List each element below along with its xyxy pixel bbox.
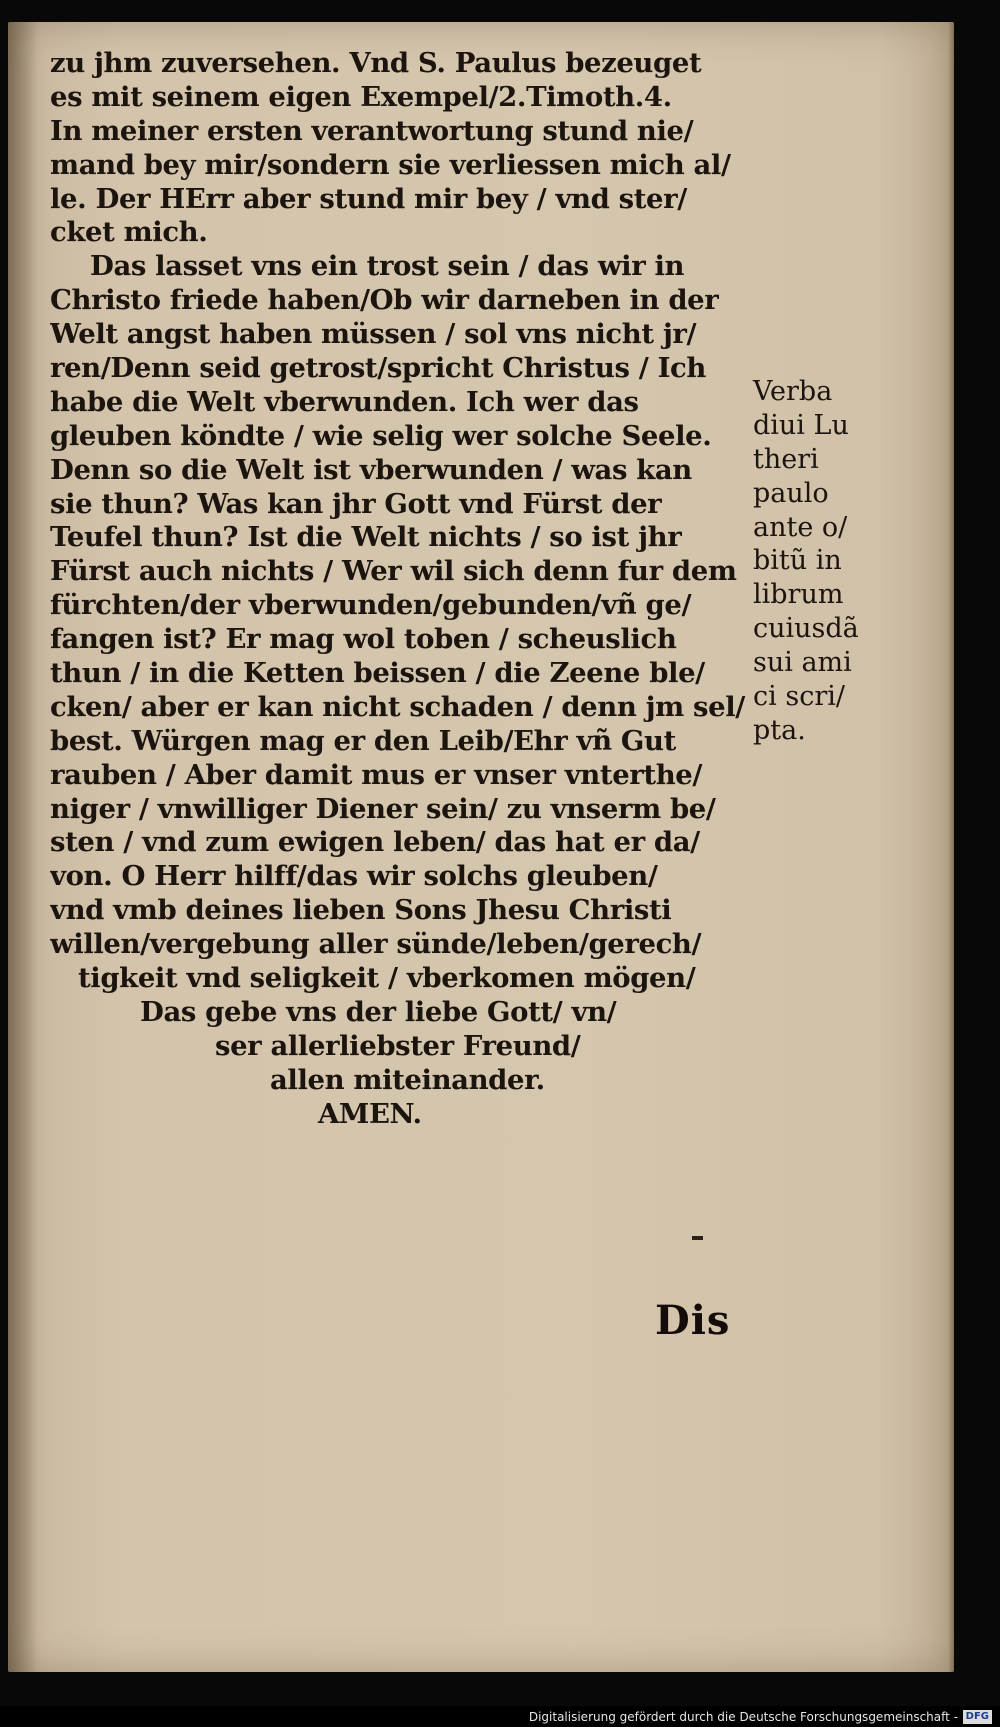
ink-mark <box>692 1236 703 1240</box>
text-line: best. Würgen mag er den Leib/Ehr vñ Gut <box>50 724 676 757</box>
text-line: Christo friede haben/Ob wir darneben in der <box>50 284 719 317</box>
text-line: fangen ist? Er mag wol toben / scheuslich <box>50 623 677 656</box>
marginal-note <box>753 375 883 748</box>
page-edge-shadow <box>948 22 954 1672</box>
marginal-note-line: diui Lu <box>753 409 849 441</box>
text-line: vnd vmb deines lieben Sons Jhesu Christi <box>50 894 672 927</box>
text-line: In meiner ersten verantwortung stund nie/ <box>50 114 694 147</box>
text-line: fürchten/der vberwunden/gebunden/vñ ge/ <box>50 589 692 622</box>
dfg-logo: DFG <box>963 1710 992 1724</box>
text-line: zu jhm zuversehen. Vnd S. Paulus bezeuget <box>50 47 702 79</box>
page-gutter-shadow <box>8 22 38 1672</box>
text-line: von. O Herr hilff/das wir solchs gleuben/ <box>50 860 658 893</box>
text-line: mand bey mir/sondern sie verliessen mich al/ <box>50 148 731 181</box>
text-line: le. Der HErr aber stund mir bey / vnd ster/ <box>50 182 687 215</box>
text-line: habe die Welt vberwunden. Ich wer das <box>50 385 639 418</box>
marginal-note-line: cuiusdã <box>753 613 859 645</box>
marginal-note-line: pta. <box>753 714 806 746</box>
marginal-note-line: sui ami <box>753 647 852 679</box>
text-line: ren/Denn seid getrost/spricht Christus / Ich <box>50 352 706 385</box>
text-line: rauben / Aber damit mus er vnser vnterthe/ <box>50 758 703 791</box>
marginal-note-line: bitũ in <box>753 545 842 577</box>
amen-line: AMEN. <box>318 1097 422 1130</box>
text-line: gleuben köndte / wie selig wer solche Seele. <box>50 419 712 452</box>
funding-credit: Digitalisierung gefördert durch die Deutsche Forschungsgemeinschaft - <box>528 1710 958 1724</box>
text-line: ser allerliebster Freund/ <box>215 1029 581 1062</box>
text-line: Fürst auch nichts / Wer wil sich denn fur dem <box>50 555 737 588</box>
text-line: willen/vergebung aller sünde/leben/gerech/ <box>50 928 702 961</box>
marginal-note-line: librum <box>753 579 844 611</box>
text-line: sie thun? Was kan jhr Gott vnd Fürst der <box>50 487 662 520</box>
text-line: Denn so die Welt ist vberwunden / was kan <box>50 453 692 486</box>
text-line: Das lasset vns ein trost sein / das wir in <box>90 250 685 283</box>
body-text <box>50 47 762 1132</box>
marginal-note-line: ante o/ <box>753 511 848 543</box>
footer-bar <box>0 1706 1000 1727</box>
text-line: es mit seinem eigen Exempel/2.Timoth.4. <box>50 80 672 113</box>
text-line: Teufel thun? Ist die Welt nichts / so ist jhr <box>50 521 682 554</box>
text-line: Das gebe vns der liebe Gott/ vn/ <box>140 995 617 1028</box>
text-line: tigkeit vnd seligkeit / vberkomen mögen/ <box>78 962 696 995</box>
text-line: cket mich. <box>50 216 208 249</box>
text-line: niger / vnwilliger Diener sein/ zu vnserm be/ <box>50 792 716 825</box>
text-line: thun / in die Ketten beissen / die Zeene ble/ <box>50 657 705 690</box>
marginal-note-line: ci scri/ <box>753 681 845 713</box>
marginal-note-line: Verba <box>753 376 833 407</box>
marginal-note-line: paulo <box>753 477 829 509</box>
text-line: cken/ aber er kan nicht schaden / denn jm sel/ <box>50 690 745 723</box>
text-line: sten / vnd zum ewigen leben/ das hat er da/ <box>50 826 700 859</box>
catchword: Dis <box>655 1297 731 1344</box>
text-line: Welt angst haben müssen / sol vns nicht jr/ <box>50 318 697 351</box>
marginal-note-line: theri <box>753 443 819 475</box>
text-line: allen miteinander. <box>270 1063 545 1096</box>
